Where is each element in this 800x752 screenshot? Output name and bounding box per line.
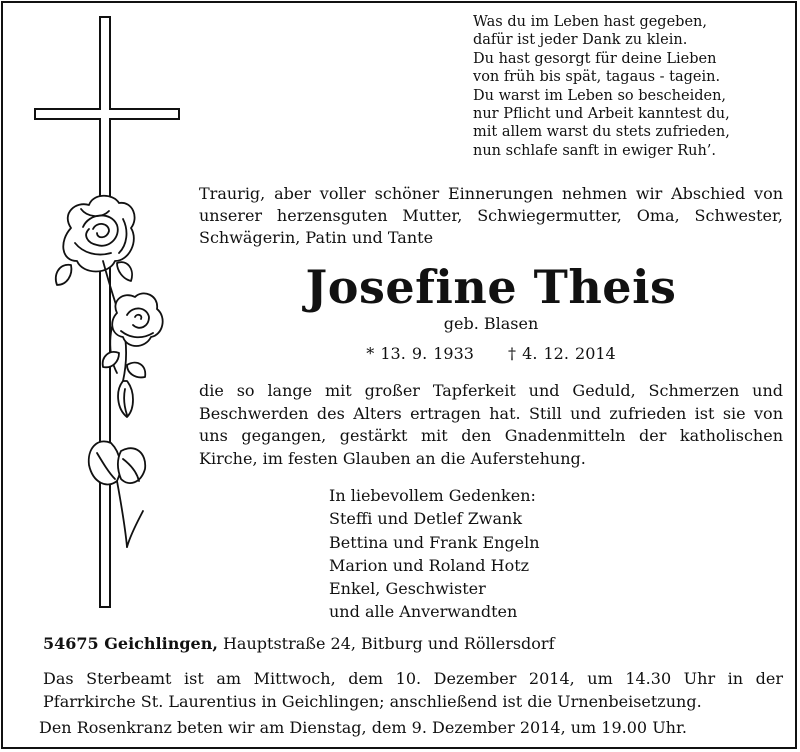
mourner-entry: Marion und Roland Hotz	[329, 555, 530, 575]
poem-line: dafür ist jeder Dank zu klein.	[473, 32, 688, 49]
mourner-entry: Bettina und Frank Engeln	[329, 532, 540, 552]
address-rest: Hauptstraße 24, Bitburg und Röllersdorf	[217, 634, 555, 653]
funeral-notice: Das Sterbeamt ist am Mittwoch, dem 10. Dezember 2014, um 14.30 Uhr in der Pfarrkirche St. Laurentius in Geichlingen; anschließend ist die Urnenbeisetzung.	[43, 669, 783, 711]
poem-line: Du warst im Leben so bescheiden,	[473, 87, 727, 104]
obituary-card	[1, 1, 797, 749]
mourner-entry: Enkel, Geschwister	[329, 579, 486, 599]
poem-line: Was du im Leben hast gegeben,	[473, 14, 707, 30]
mourners-heading: In liebevollem Gedenken:	[329, 486, 536, 505]
birth-name: geb. Blasen	[443, 314, 539, 333]
birth-date: * 13. 9. 1933	[366, 344, 474, 363]
intro-text: Traurig, aber voller schöner Einnerungen nehmen wir Abschied von unserer herzensguten Mutter, Schwiegermutter, Oma, Schwester, Schwägerin, Patin und Tante	[199, 184, 783, 247]
memorial-poem	[473, 13, 793, 160]
mourners-list	[329, 484, 729, 624]
poem-line: mit allem warst du stets zufrieden,	[473, 124, 730, 141]
mourner-entry: Steffi und Detlef Zwank	[329, 509, 523, 529]
cross-with-roses-icon	[31, 13, 191, 613]
biography-text: die so lange mit großer Tapferkeit und Geduld, Schmerzen und Beschwerden des Alters ertragen hat. Still und zufrieden ist sie von uns gegangen, gestärkt mit den Gnadenmitteln der katholischen Kirche, im festen Glauben an die Auferstehung.	[199, 381, 783, 468]
address-town: 54675 Geichlingen,	[43, 634, 218, 653]
death-date: † 4. 12. 2014	[508, 344, 616, 363]
poem-line: nur Pflicht und Arbeit kanntest du,	[473, 106, 730, 123]
rosary-notice: Den Rosenkranz beten wir am Dienstag, dem 9. Dezember 2014, um 19.00 Uhr.	[39, 718, 687, 737]
poem-line: Du hast gesorgt für deine Lieben	[473, 50, 717, 67]
deceased-name: Josefine Theis	[305, 260, 677, 314]
life-dates	[199, 343, 783, 365]
poem-line: von früh bis spät, tagaus - tagein.	[473, 69, 721, 86]
family-address	[43, 633, 783, 655]
poem-line: nun schlafe sanft in ewiger Ruh’.	[473, 142, 717, 159]
mourner-entry: und alle Anverwandten	[329, 602, 518, 622]
